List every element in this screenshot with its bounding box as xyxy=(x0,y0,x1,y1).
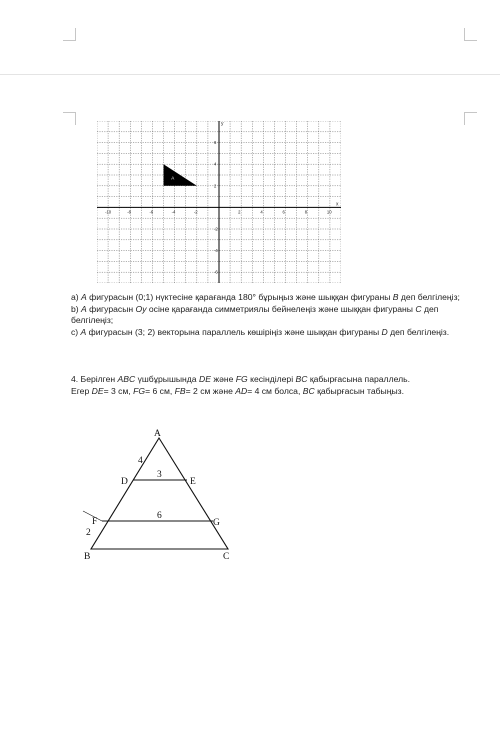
text-run: a) xyxy=(71,292,82,302)
y-axis-label: y xyxy=(221,121,224,127)
vertex-c-label: C xyxy=(223,552,230,562)
math-variable: BC xyxy=(302,385,315,396)
math-variable: A xyxy=(81,292,87,302)
text-run: деп белгілеңіз; xyxy=(71,303,439,326)
text-run: қабырғасына параллель. xyxy=(307,374,410,384)
vertex-g-label: G xyxy=(213,518,220,528)
y-tick-label: 2 xyxy=(214,183,217,189)
text-run: = 2 см және xyxy=(185,385,236,396)
figure-a-label: A xyxy=(171,175,175,181)
text-run: 4. Берілген xyxy=(71,374,118,384)
text-run: c) xyxy=(71,326,81,337)
vertex-b-label: B xyxy=(84,552,91,562)
math-variable: FG xyxy=(235,374,248,384)
x-tick-label: 2 xyxy=(238,209,241,215)
crop-mark-top-right xyxy=(464,28,477,41)
text-run: = 4 см болса, xyxy=(247,385,303,396)
y-tick-label: 4 xyxy=(214,161,217,167)
x-tick-label: 4 xyxy=(260,209,263,215)
task-b xyxy=(71,304,461,327)
y-tick-label: -6 xyxy=(214,269,218,275)
x-tick-label: -10 xyxy=(105,209,112,215)
task-4-statement xyxy=(71,374,461,386)
math-variable: DE xyxy=(198,374,211,384)
math-variable: D xyxy=(381,326,388,337)
vertex-e-label: E xyxy=(190,477,196,487)
math-variable: FG xyxy=(133,385,146,396)
text-run: Егер xyxy=(71,385,92,396)
x-tick-label: 8 xyxy=(304,209,308,215)
text-run: фигурасын (0;1) нүктесіне қарағанда 180° бұрыңыз және шыққан фигураны xyxy=(86,292,393,302)
text-run: кесінділері xyxy=(247,374,296,384)
task-4 xyxy=(71,374,461,397)
text-run: фигурасын (3; 2) векторына параллель көшіріңіз және шыққан фигураны xyxy=(86,326,382,337)
crop-mark-bottom-right xyxy=(464,112,477,125)
label-ad: 4 xyxy=(138,456,143,466)
math-variable: FB xyxy=(174,385,186,396)
text-run: осіне қарағанда симметриялы бейнелеңіз және шыққан фигураны xyxy=(146,303,416,314)
x-tick-label: 10 xyxy=(326,209,332,215)
text-run: және xyxy=(210,374,236,384)
task-a xyxy=(71,292,461,304)
text-run: қабырғасын табыңыз. xyxy=(314,385,404,396)
task-c xyxy=(71,327,461,339)
math-variable: BC xyxy=(295,374,308,384)
triangle-abc-diagram xyxy=(80,425,250,565)
label-fg: 6 xyxy=(157,511,162,521)
tasks-abc xyxy=(71,292,461,338)
label-de: 3 xyxy=(157,470,162,480)
math-variable: A xyxy=(81,303,87,314)
y-tick-label: -2 xyxy=(214,226,218,232)
axes xyxy=(97,121,341,283)
coordinate-grid xyxy=(97,121,341,283)
text-run: = 6 см, xyxy=(145,385,175,396)
triangle-abc xyxy=(91,438,228,549)
vertex-a-label: A xyxy=(154,429,161,439)
task-4-question xyxy=(71,386,461,398)
crop-mark-top-left xyxy=(63,28,76,41)
label-fb: 2 xyxy=(86,528,91,538)
text-run: деп белгілеңіз. xyxy=(387,326,450,337)
text-run: үшбұрышында xyxy=(135,374,199,384)
math-variable: DE xyxy=(91,385,104,396)
y-tick-label: 6 xyxy=(214,140,217,146)
figure-a-triangle xyxy=(164,164,197,186)
x-tick-label: -2 xyxy=(193,209,198,215)
math-variable: A xyxy=(80,326,87,337)
text-run: деп белгілеңіз; xyxy=(398,292,460,302)
x-tick-label: 6 xyxy=(282,209,285,215)
math-variable: AD xyxy=(235,385,248,396)
math-variable: C xyxy=(415,303,422,314)
math-variable: ABC xyxy=(117,374,136,384)
x-tick-label: -4 xyxy=(171,209,176,215)
text-run: = 3 см, xyxy=(103,385,134,396)
math-variable: B xyxy=(392,292,399,302)
x-tick-label: -8 xyxy=(127,209,132,215)
x-axis-label: x xyxy=(336,201,339,208)
crop-mark-bottom-left xyxy=(63,112,76,125)
vertex-f-label: F xyxy=(92,517,98,527)
text-run: b) xyxy=(71,303,82,314)
vertex-d-label: D xyxy=(121,477,128,487)
text-run: фигурасын xyxy=(86,303,136,314)
x-tick-label: -6 xyxy=(149,209,154,215)
y-tick-label: -4 xyxy=(214,248,218,254)
math-variable: Oy xyxy=(135,303,147,314)
